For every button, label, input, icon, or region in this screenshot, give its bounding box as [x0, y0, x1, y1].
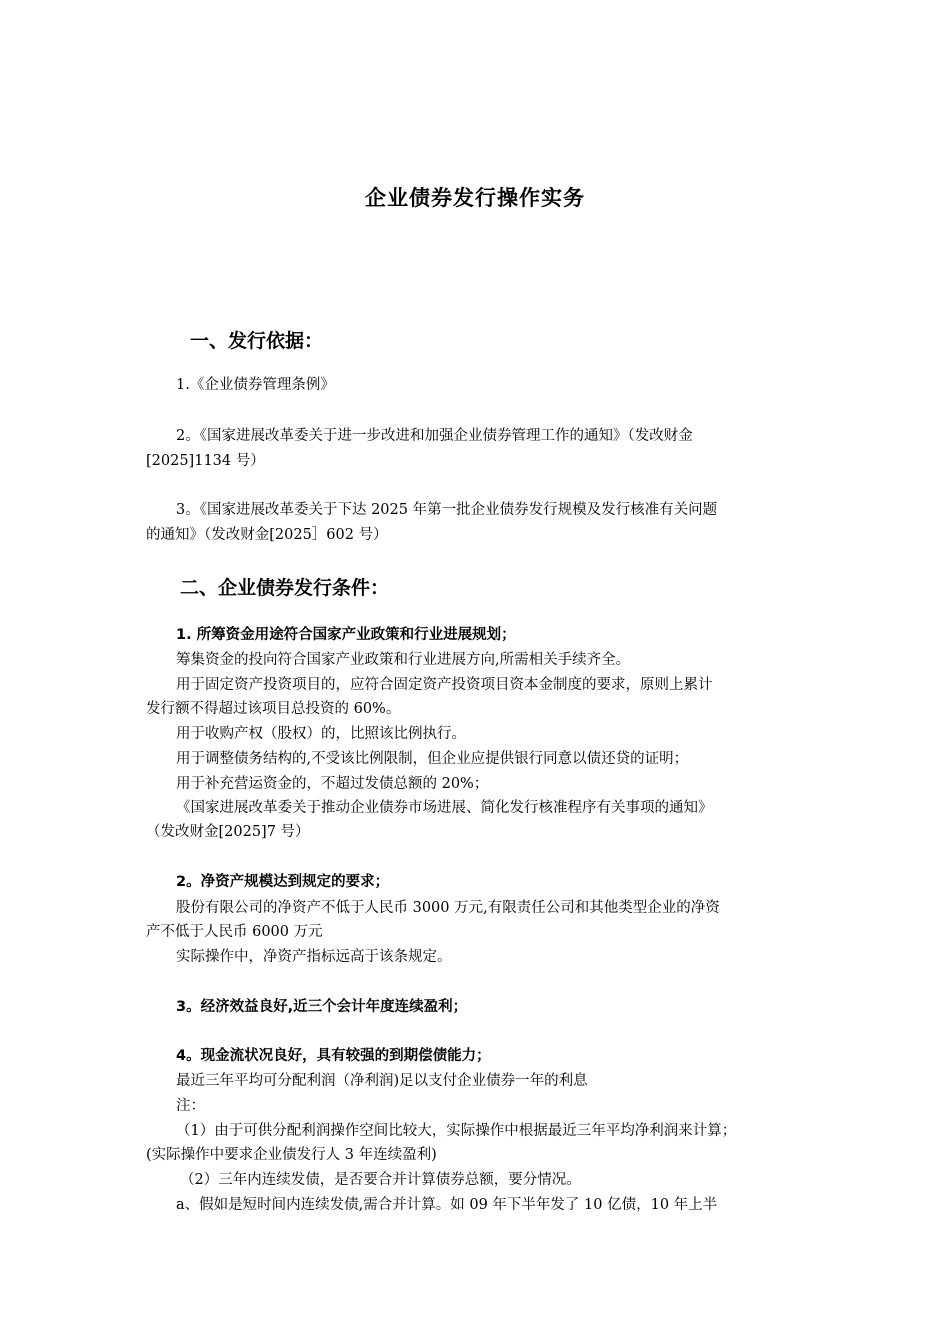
condition-4-note-2: （2）三年内连续发债，是否要合并计算债券总额，要分情况。: [180, 1172, 581, 1188]
condition-1-line-1: 筹集资金的投向符合国家产业政策和行业进展方向,所需相关手续齐全。: [176, 652, 631, 668]
condition-3-heading: 3。经济效益良好,近三个会计年度连续盈利；: [176, 999, 468, 1015]
section-heading-conditions: 二、企业债券发行条件：: [180, 577, 390, 599]
condition-2-line-1: 股份有限公司的净资产不低于人民币 3000 万元,有限责任公司和其他类型企业的净资: [176, 900, 720, 916]
condition-1-line-7: 《国家进展改革委关于推动企业债券市场进展、简化发行核准程序有关事项的通知》: [176, 800, 713, 816]
condition-2-heading: 2。净资产规模达到规定的要求；: [176, 874, 390, 890]
basis-item-2: 2。《国家进展改革委关于进一步改进和加强企业债券管理工作的通知》（发改财金: [176, 428, 693, 444]
condition-4-heading: 4。现金流状况良好，具有较强的到期偿债能力；: [176, 1048, 491, 1064]
condition-2-line-3: 实际操作中，净资产指标远高于该条规定。: [176, 949, 452, 965]
condition-1-line-6: 用于补充营运资金的，不超过发债总额的 20%；: [176, 776, 489, 792]
condition-1-line-5: 用于调整债务结构的,不受该比例限制，但企业应提供银行同意以债还贷的证明；: [176, 751, 689, 767]
basis-item-1: 1.《企业债券管理条例》: [176, 377, 335, 393]
condition-1-heading: 1. 所筹资金用途符合国家产业政策和行业进展规划；: [176, 627, 516, 643]
section-heading-basis: 一、发行依据：: [190, 330, 324, 352]
basis-item-3: 3。《国家进展改革委关于下达 2025 年第一批企业债券发行规模及发行核准有关问题: [176, 502, 718, 518]
condition-4-line-1: 最近三年平均可分配利润（净利润)足以支付企业债券一年的利息: [176, 1073, 588, 1089]
condition-4-note-1: （1）由于可供分配利润操作空间比较大，实际操作中根据最近三年平均净利润来计算；: [176, 1123, 737, 1139]
basis-item-3-cont: 的通知》（发改财金[2025］602 号）: [146, 527, 388, 543]
condition-1-line-2: 用于固定资产投资项目的，应符合固定资产投资项目资本金制度的要求，原则上累计: [176, 677, 713, 693]
basis-item-2-cont: [2025]1134 号）: [146, 453, 265, 469]
condition-4-note-label: 注：: [176, 1098, 205, 1114]
condition-1-line-3: 发行额不得超过该项目总投资的 60%。: [146, 701, 401, 717]
document-title: 企业债券发行操作实务: [365, 186, 585, 210]
condition-1-line-8: （发改财金[2025]7 号）: [146, 824, 310, 840]
condition-1-line-4: 用于收购产权（股权）的，比照该比例执行。: [176, 726, 466, 742]
condition-4-note-1-cont: (实际操作中要求企业债发行人 3 年连续盈利): [146, 1147, 437, 1163]
condition-2-line-2: 产不低于人民币 6000 万元: [146, 924, 323, 940]
condition-4-note-2a: a、假如是短时间内连续发债,需合并计算。如 09 年下半年发了 10 亿债，10 年上半: [176, 1197, 718, 1213]
